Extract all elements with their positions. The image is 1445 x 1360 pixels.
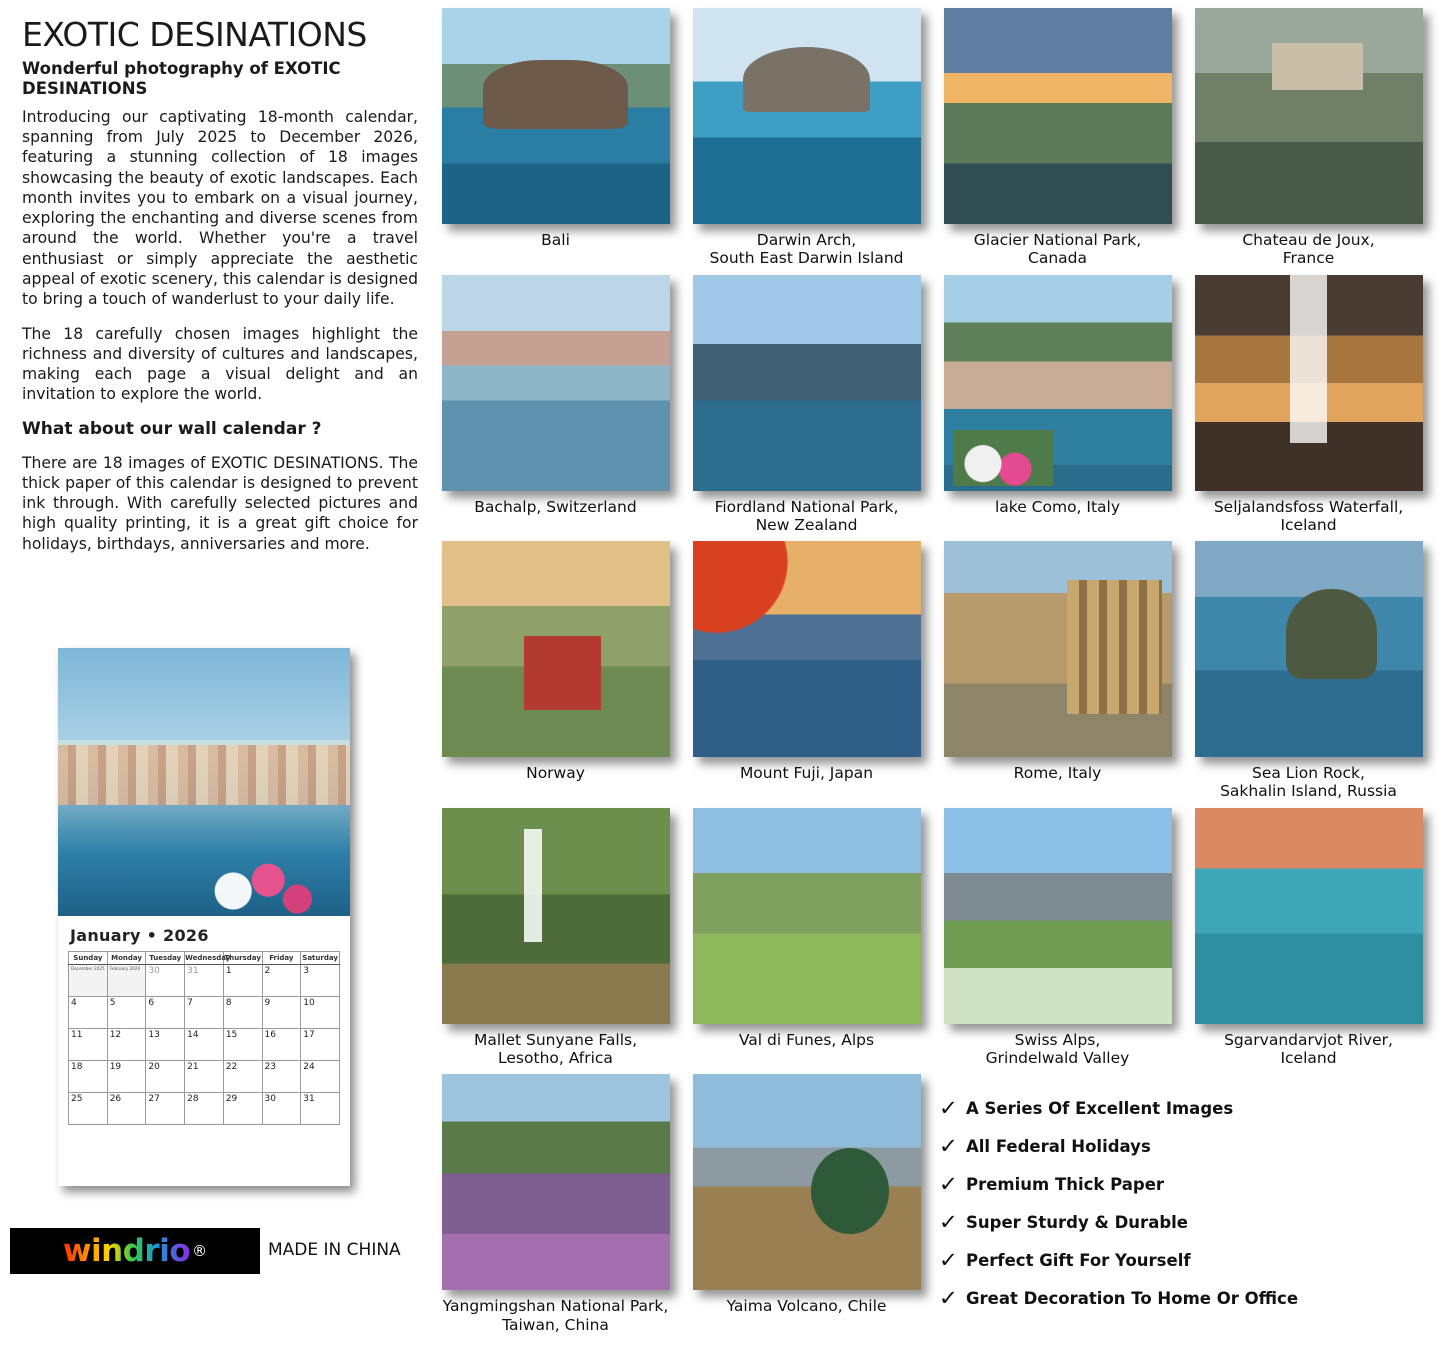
check-icon: ✓ xyxy=(938,1210,959,1234)
calendar-day-cell xyxy=(262,1093,301,1125)
photo-sea-lion-rock xyxy=(1195,541,1423,757)
gallery-row xyxy=(430,275,1435,542)
calendar-table xyxy=(68,951,340,1125)
photo-glacier-national-park xyxy=(944,8,1172,224)
calendar-week-row xyxy=(69,997,340,1029)
feature-item xyxy=(940,1174,1410,1195)
photo-caption: Fiordland National Park, New Zealand xyxy=(714,497,899,534)
photo-caption: Bali xyxy=(541,231,570,249)
calendar-weekday: Saturday xyxy=(301,952,340,965)
calendar-day-number: 10 xyxy=(303,998,315,1008)
gallery-row xyxy=(430,808,1435,1075)
calendar-day-number: 3 xyxy=(303,966,309,976)
calendar-day-cell xyxy=(146,965,185,997)
feature-label: A Series Of Excellent Images xyxy=(966,1099,1234,1118)
gallery-cell xyxy=(430,275,681,542)
photo-norway xyxy=(442,541,670,757)
calendar-day-cell xyxy=(223,1061,262,1093)
calendar-weekday-row xyxy=(69,952,340,965)
calendar-day-number: 23 xyxy=(264,1062,276,1072)
calendar-day-number: 15 xyxy=(225,1030,238,1040)
calendar-day-cell xyxy=(107,965,146,997)
calendar-day-cell xyxy=(301,1061,340,1093)
calendar-weekday: Tuesday xyxy=(146,952,185,965)
photo-caption: Chateau de Joux, France xyxy=(1242,231,1375,268)
calendar-day-number: 11 xyxy=(71,1030,83,1040)
photo-caption: Sgarvandarvjot River, Iceland xyxy=(1224,1030,1393,1067)
calendar-day-number: 16 xyxy=(264,1030,276,1040)
feature-item xyxy=(940,1212,1410,1233)
calendar-preview-photo xyxy=(58,648,350,918)
photo-caption: Bachalp, Switzerland xyxy=(474,497,637,516)
calendar-day-cell xyxy=(301,997,340,1029)
calendar-day-number: 2 xyxy=(264,966,271,976)
section-heading: What about our wall calendar ? xyxy=(22,418,322,439)
calendar-day-cell xyxy=(262,1061,301,1093)
calendar-day-number: 30 xyxy=(264,1094,276,1104)
gallery-cell xyxy=(932,275,1183,542)
gallery-cell xyxy=(430,8,681,275)
calendar-day-cell xyxy=(69,1093,108,1125)
calendar-day-number: 21 xyxy=(187,1062,199,1072)
calendar-day-number: 1 xyxy=(225,966,232,976)
calendar-day-number: 26 xyxy=(109,1094,122,1104)
calendar-day-cell xyxy=(69,1061,108,1093)
photo-seljalandsfoss-waterfall xyxy=(1195,275,1423,491)
photo-bali xyxy=(442,8,670,224)
calendar-day-number: 28 xyxy=(187,1094,199,1104)
calendar-day-cell xyxy=(185,1029,224,1061)
calendar-day-cell xyxy=(69,997,108,1029)
gallery-cell xyxy=(430,541,681,808)
calendar-day-number: 14 xyxy=(187,1030,199,1040)
gallery-cell xyxy=(932,8,1183,275)
photo-caption: Val di Funes, Alps xyxy=(738,1030,875,1049)
calendar-day-cell xyxy=(69,1029,108,1061)
calendar-day-number: 24 xyxy=(303,1062,315,1072)
feature-item xyxy=(940,1136,1410,1157)
made-in-label: MADE IN CHINA xyxy=(268,1240,401,1260)
calendar-day-cell xyxy=(185,1061,224,1093)
mini-month-label: February 2026 xyxy=(109,966,141,971)
check-icon: ✓ xyxy=(938,1134,959,1158)
calendar-day-number: 13 xyxy=(148,1030,160,1040)
photo-caption: Glacier National Park, Canada xyxy=(973,231,1142,268)
calendar-preview xyxy=(58,648,350,1186)
check-icon: ✓ xyxy=(938,1172,959,1196)
photo-caption: lake Como, Italy xyxy=(994,497,1121,516)
gallery-cell xyxy=(1183,275,1434,542)
calendar-day-number: 29 xyxy=(225,1094,238,1104)
calendar-day-cell xyxy=(262,997,301,1029)
calendar-week-row xyxy=(69,965,340,997)
check-icon: ✓ xyxy=(938,1248,959,1272)
calendar-day-cell xyxy=(69,965,108,997)
calendar-week-row xyxy=(69,1093,340,1125)
calendar-day-cell xyxy=(107,1061,146,1093)
wall-calendar-paragraph: There are 18 images of EXOTIC DESINATIONS. The thick paper of this calendar is designed to prevent ink through. With carefully selected pictures and high quality printing, it is a great gift choice for holidays, birthdays, anniversaries and more. xyxy=(22,453,418,553)
gallery-cell xyxy=(681,541,932,808)
photo-lake-como xyxy=(944,275,1172,491)
photo-caption: Mallet Sunyane Falls, Lesotho, Africa xyxy=(473,1030,638,1067)
calendar-day-number: 27 xyxy=(148,1094,160,1104)
brand-logo-text: windrio xyxy=(62,1233,191,1269)
photo-caption: Swiss Alps, Grindelwald Valley xyxy=(985,1030,1130,1067)
feature-item xyxy=(940,1250,1410,1271)
photo-caption: Darwin Arch, South East Darwin Island xyxy=(709,231,904,268)
photo-sgarvandarvjot-river xyxy=(1195,808,1423,1024)
gallery-cell xyxy=(1183,541,1434,808)
calendar-day-cell xyxy=(262,965,301,997)
photo-val-di-funes xyxy=(693,808,921,1024)
photo-caption: Yangmingshan National Park, Taiwan, China xyxy=(442,1297,669,1334)
calendar-weekday: Thursday xyxy=(223,952,262,965)
gallery-cell xyxy=(932,541,1183,808)
calendar-day-number: 22 xyxy=(225,1062,238,1072)
subtitle: Wonderful photography of EXOTIC DESINATIONS xyxy=(22,58,341,98)
gallery-cell xyxy=(681,1074,932,1341)
gallery-cell xyxy=(681,275,932,542)
calendar-week-row xyxy=(69,1029,340,1061)
calendar-day-number: 17 xyxy=(303,1030,315,1040)
calendar-preview-grid xyxy=(58,916,350,1186)
photo-caption: Norway xyxy=(526,764,585,783)
calendar-day-cell xyxy=(146,1061,185,1093)
features-list xyxy=(940,1098,1410,1326)
calendar-day-cell xyxy=(223,1093,262,1125)
calendar-weekday: Friday xyxy=(262,952,301,965)
calendar-day-cell xyxy=(301,1029,340,1061)
calendar-day-number: 7 xyxy=(187,998,193,1008)
feature-item xyxy=(940,1098,1410,1119)
calendar-day-cell xyxy=(107,1093,146,1125)
gallery-row xyxy=(430,8,1435,275)
gallery-cell xyxy=(681,808,932,1075)
calendar-weekday: Wednesday xyxy=(185,952,224,965)
calendar-day-cell xyxy=(223,965,262,997)
calendar-day-number: 4 xyxy=(71,998,77,1008)
mini-month-label: December 2025 xyxy=(71,966,105,971)
feature-label: Great Decoration To Home Or Office xyxy=(966,1289,1299,1308)
calendar-day-cell xyxy=(146,997,185,1029)
photo-caption: Sea Lion Rock, Sakhalin Island, Russia xyxy=(1220,764,1397,801)
intro-paragraph: Introducing our captivating 18-month calendar, spanning from July 2025 to December 2026, featuring a stunning collection of 18 images showcasing the beauty of exotic landscapes. Each month invites you to embark on a visual journey, exploring the enchanting and diverse scenes from around the world. Whether you're a travel enthusiast or simply appreciate the aesthetic appeal of exotic scenery, this calendar is designed to bring a touch of wanderlust to your daily life. xyxy=(22,107,418,309)
calendar-day-number: 12 xyxy=(109,1030,122,1040)
gallery-row xyxy=(430,541,1435,808)
calendar-body xyxy=(69,965,340,1125)
feature-label: Perfect Gift For Yourself xyxy=(966,1251,1191,1270)
photo-caption: Seljalandsfoss Waterfall, Iceland xyxy=(1213,497,1404,534)
check-icon: ✓ xyxy=(938,1096,959,1120)
gallery-cell xyxy=(1183,8,1434,275)
photo-caption: Yaima Volcano, Chile xyxy=(726,1297,887,1316)
feature-item xyxy=(940,1288,1410,1309)
photo-rome xyxy=(944,541,1172,757)
calendar-weekday: Monday xyxy=(107,952,146,965)
calendar-day-number: 9 xyxy=(264,998,271,1008)
calendar-day-cell xyxy=(301,1093,340,1125)
check-icon: ✓ xyxy=(938,1286,959,1310)
photo-swiss-alps xyxy=(944,808,1172,1024)
calendar-day-cell xyxy=(223,1029,262,1061)
calendar-day-cell xyxy=(146,1029,185,1061)
calendar-week-row xyxy=(69,1061,340,1093)
calendar-day-number: 5 xyxy=(109,998,116,1008)
photo-fiordland-national-park xyxy=(693,275,921,491)
gallery-cell xyxy=(430,808,681,1075)
photo-caption: Mount Fuji, Japan xyxy=(739,764,874,783)
calendar-day-number: 31 xyxy=(303,1094,315,1104)
gallery-cell xyxy=(932,808,1183,1075)
calendar-day-cell xyxy=(185,1093,224,1125)
feature-label: All Federal Holidays xyxy=(966,1137,1151,1156)
photo-mallet-sunyane-falls xyxy=(442,808,670,1024)
calendar-day-cell xyxy=(185,997,224,1029)
calendar-day-number: 30 xyxy=(148,966,160,976)
photo-mount-fuji xyxy=(693,541,921,757)
photo-caption: Rome, Italy xyxy=(1013,764,1102,783)
calendar-day-number: 20 xyxy=(148,1062,160,1072)
feature-label: Premium Thick Paper xyxy=(966,1175,1165,1194)
calendar-weekday: Sunday xyxy=(69,952,108,965)
images-paragraph: The 18 carefully chosen images highlight the richness and diversity of cultures and landscapes, making each page a visual delight and an invitation to explore the world. xyxy=(22,324,418,404)
registered-trademark-icon: ® xyxy=(192,1242,208,1260)
photo-darwin-arch xyxy=(693,8,921,224)
calendar-day-number: 19 xyxy=(109,1062,122,1072)
calendar-day-number: 18 xyxy=(71,1062,83,1072)
calendar-day-cell xyxy=(185,965,224,997)
calendar-day-cell xyxy=(223,997,262,1029)
calendar-day-cell xyxy=(301,965,340,997)
photo-chateau-de-joux xyxy=(1195,8,1423,224)
calendar-day-number: 25 xyxy=(71,1094,83,1104)
calendar-day-cell xyxy=(146,1093,185,1125)
calendar-day-number: 8 xyxy=(225,998,232,1008)
calendar-day-number: 6 xyxy=(148,998,155,1008)
feature-label: Super Sturdy & Durable xyxy=(966,1213,1188,1232)
calendar-day-cell xyxy=(262,1029,301,1061)
calendar-day-number: 31 xyxy=(187,966,199,976)
calendar-day-cell xyxy=(107,997,146,1029)
photo-yaima-volcano xyxy=(693,1074,921,1290)
calendar-month-label: January • 2026 xyxy=(70,926,209,945)
photo-yangmingshan-national-park xyxy=(442,1074,670,1290)
gallery-cell xyxy=(1183,808,1434,1075)
gallery-cell xyxy=(430,1074,681,1341)
gallery-cell xyxy=(681,8,932,275)
page-title: EXOTIC DESINATIONS xyxy=(22,15,367,54)
calendar-day-cell xyxy=(107,1029,146,1061)
brand-logo xyxy=(10,1228,260,1274)
photo-bachalp xyxy=(442,275,670,491)
